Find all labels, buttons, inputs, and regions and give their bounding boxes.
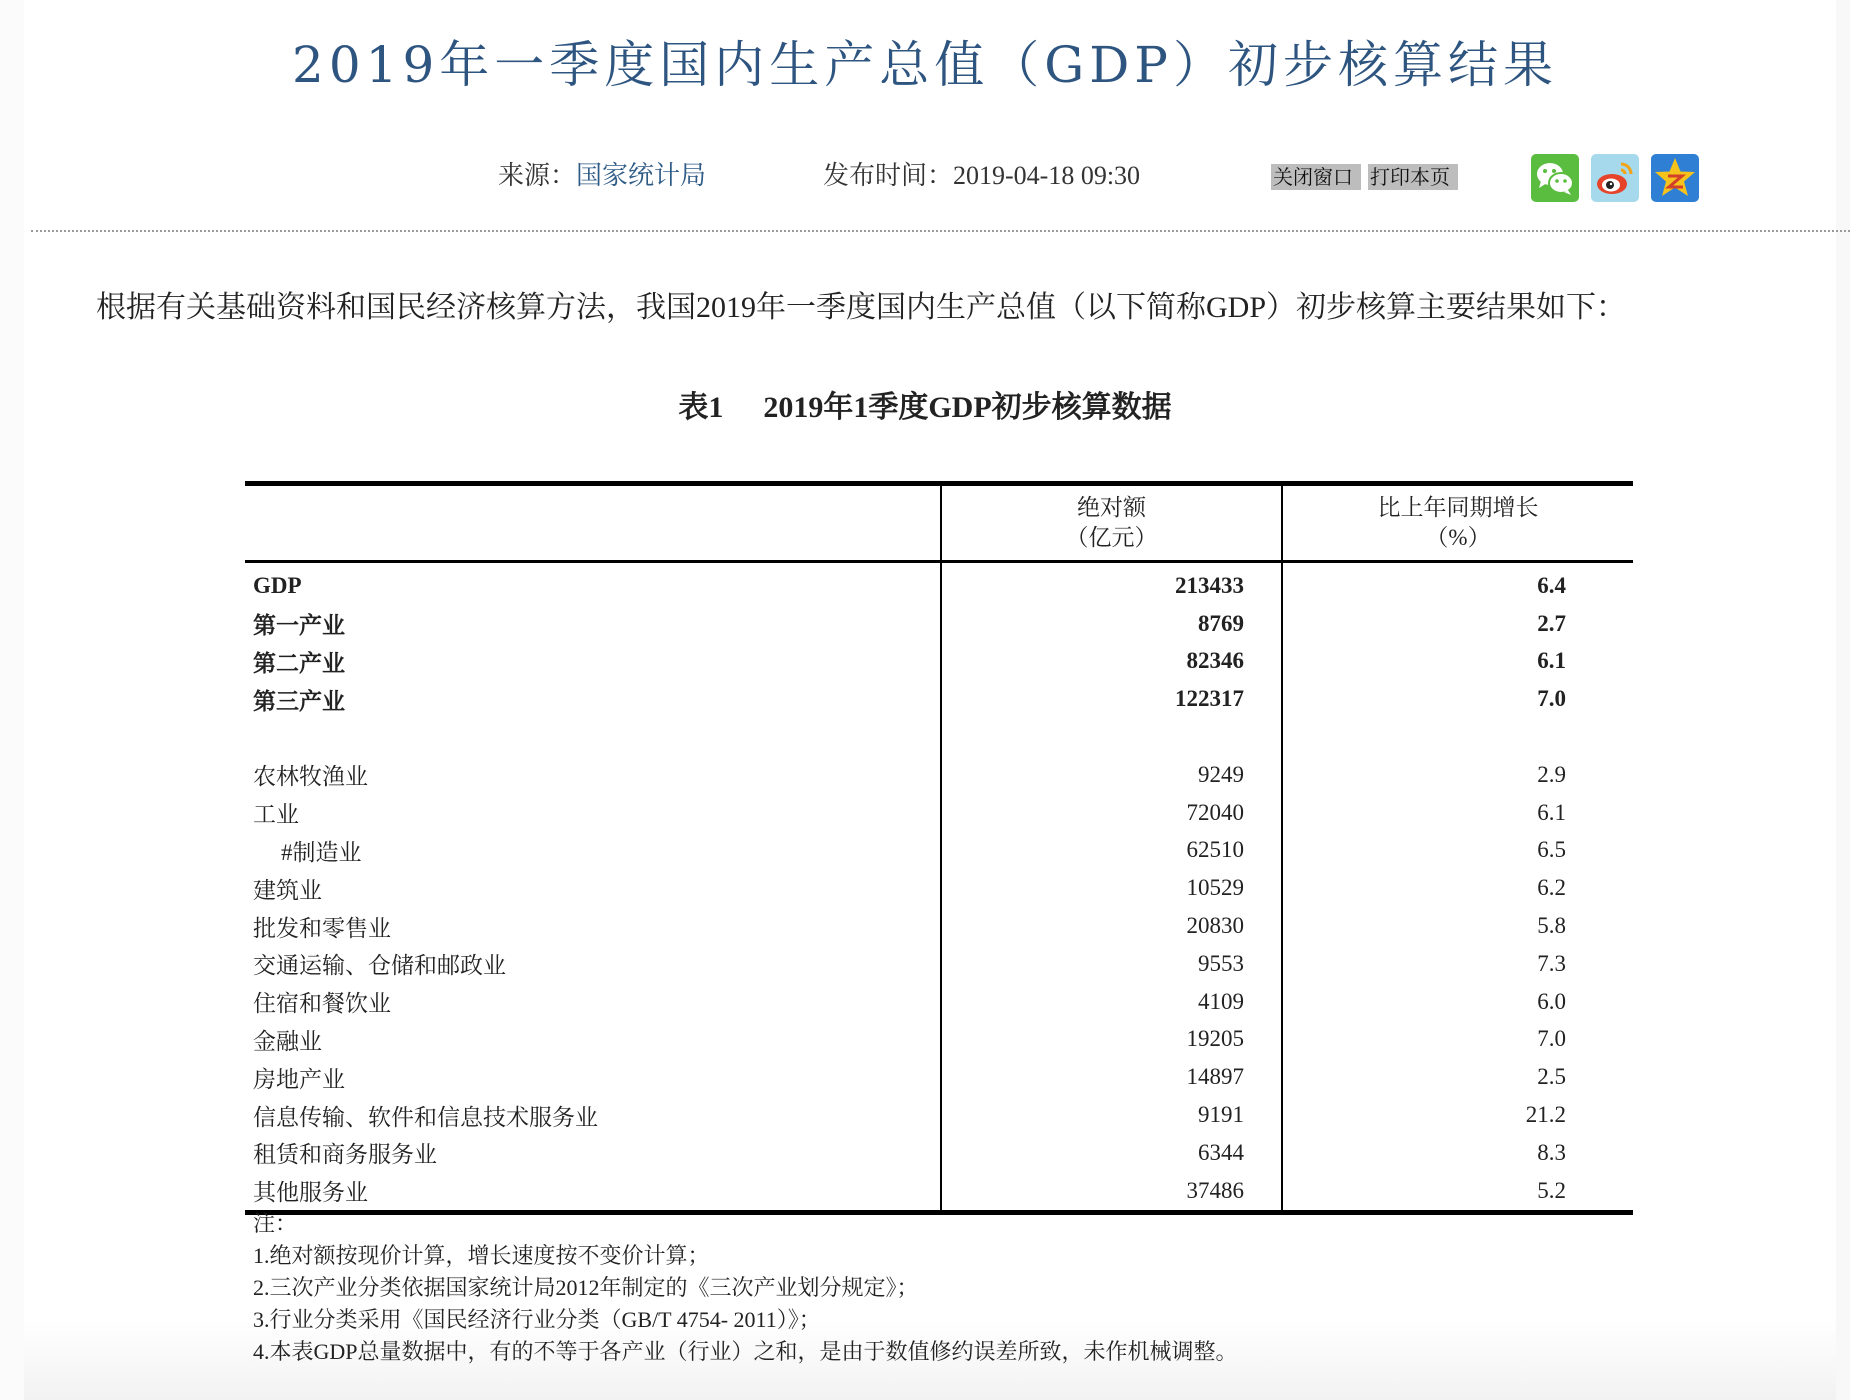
row-amount: 213433: [941, 562, 1282, 605]
row-growth: 2.5: [1282, 1058, 1633, 1096]
table-row-gdp: [245, 562, 1633, 605]
header-divider: [31, 230, 1850, 232]
row-growth: 6.4: [1282, 562, 1633, 605]
publish-time-value: 2019-04-18 09:30: [953, 161, 1141, 190]
note-item: 3.行业分类采用《国民经济行业分类（GB/T 4754- 2011）》；: [253, 1307, 821, 1332]
row-amount: 62510: [941, 832, 1282, 870]
table-title: 2019年1季度GDP初步核算数据: [763, 391, 1172, 424]
row-growth: 6.1: [1282, 794, 1633, 832]
row-label: GDP: [253, 572, 302, 598]
row-growth: 6.5: [1282, 832, 1633, 870]
row-amount: 19205: [941, 1021, 1282, 1059]
header-amount: [941, 484, 1282, 562]
header-growth: [1282, 484, 1633, 562]
source-info: [498, 156, 706, 196]
row-label: 建筑业: [253, 877, 322, 903]
source-link[interactable]: 国家统计局: [576, 161, 707, 190]
table-row: [245, 1134, 1633, 1172]
row-label: 金融业: [253, 1028, 322, 1054]
page-title: 2019年一季度国内生产总值（GDP）初步核算结果: [292, 36, 1558, 94]
row-label: 工业: [253, 802, 299, 828]
row-label: 第一产业: [253, 613, 345, 639]
row-growth: 21.2: [1282, 1096, 1633, 1134]
gdp-table: [245, 481, 1633, 1215]
row-growth: 5.8: [1282, 907, 1633, 945]
row-growth: 6.2: [1282, 869, 1633, 907]
table-row: [245, 1172, 1633, 1212]
row-amount: 37486: [941, 1172, 1282, 1212]
publish-time-label: 发布时间：: [823, 161, 954, 190]
intro-paragraph: 根据有关基础资料和国民经济核算方法，我国2019年一季度国内生产总值（以下简称GDP）初步核算主要结果如下：: [96, 291, 1627, 324]
notes-heading: 注：: [253, 1211, 298, 1236]
table-row: [245, 832, 1633, 870]
row-label: 信息传输、软件和信息技术服务业: [253, 1104, 598, 1130]
row-amount: 10529: [941, 869, 1282, 907]
row-growth: 5.2: [1282, 1172, 1633, 1212]
row-growth: 2.9: [1282, 756, 1633, 794]
row-amount: 6344: [941, 1134, 1282, 1172]
note-item: 1.绝对额按现价计算，增长速度按不变价计算；: [253, 1243, 710, 1268]
row-label: 交通运输、仓储和邮政业: [253, 953, 506, 979]
row-growth: 2.7: [1282, 605, 1633, 643]
table-row: [245, 945, 1633, 983]
weibo-icon[interactable]: [1591, 154, 1639, 202]
row-label: [245, 718, 941, 756]
row-growth: 7.0: [1282, 680, 1633, 718]
table-notes: [253, 1208, 1238, 1368]
row-growth: 6.1: [1282, 643, 1633, 681]
table-row: [245, 907, 1633, 945]
page-right-margin: [1836, 0, 1850, 1400]
page-left-margin: [0, 0, 24, 1400]
header-category: [245, 484, 941, 562]
table-row: [245, 794, 1633, 832]
table-number: 表1: [678, 391, 724, 424]
header-amount-unit: （亿元）: [1065, 525, 1158, 550]
table-row: [245, 605, 1633, 643]
row-label: 住宿和餐饮业: [253, 991, 391, 1017]
publish-time: [823, 156, 1140, 196]
row-growth: 8.3: [1282, 1134, 1633, 1172]
row-label: 第三产业: [253, 688, 345, 714]
row-label: #制造业: [281, 839, 362, 865]
header-growth-label: 比上年同期增长: [1377, 495, 1539, 520]
header-amount-label: 绝对额: [1077, 495, 1146, 520]
qzone-icon[interactable]: [1651, 154, 1699, 202]
table-row: [245, 643, 1633, 681]
row-amount: 20830: [941, 907, 1282, 945]
row-amount: [941, 718, 1282, 756]
row-amount: 72040: [941, 794, 1282, 832]
row-amount: 4109: [941, 983, 1282, 1021]
row-label: 房地产业: [253, 1066, 345, 1092]
row-growth: 7.3: [1282, 945, 1633, 983]
row-amount: 14897: [941, 1058, 1282, 1096]
row-growth: [1282, 718, 1633, 756]
row-amount: 9191: [941, 1096, 1282, 1134]
close-window-button[interactable]: 关闭窗口: [1271, 164, 1361, 190]
row-label: 第二产业: [253, 650, 345, 676]
table-row: [245, 869, 1633, 907]
source-label: 来源：: [498, 161, 577, 190]
table-row: [245, 680, 1633, 718]
table-row: [245, 1096, 1633, 1134]
row-amount: 82346: [941, 643, 1282, 681]
table-row: [245, 1021, 1633, 1059]
table-row: [245, 1058, 1633, 1096]
row-amount: 9553: [941, 945, 1282, 983]
print-page-button[interactable]: 打印本页: [1368, 164, 1458, 190]
table-header-row: [245, 484, 1633, 562]
wechat-icon[interactable]: [1531, 154, 1579, 202]
row-label: 农林牧渔业: [253, 764, 368, 790]
row-label: 其他服务业: [245, 1172, 941, 1212]
table-row: [245, 983, 1633, 1021]
row-amount: 122317: [941, 680, 1282, 718]
note-item: 4.本表GDP总量数据中，有的不等于各产业（行业）之和，是由于数值修约误差所致，未作机械调整。: [253, 1339, 1238, 1364]
row-growth: 7.0: [1282, 1021, 1633, 1059]
row-label: 租赁和商务服务业: [253, 1142, 437, 1168]
row-amount: 8769: [941, 605, 1282, 643]
header-growth-unit: （%）: [1425, 525, 1491, 550]
row-amount: 9249: [941, 756, 1282, 794]
table-caption: [0, 385, 1850, 431]
row-label: 批发和零售业: [253, 915, 391, 941]
note-item: 2.三次产业分类依据国家统计局2012年制定的《三次产业划分规定》；: [253, 1275, 919, 1300]
table-row-spacer: [245, 718, 1633, 756]
table-row: [245, 756, 1633, 794]
row-growth: 6.0: [1282, 983, 1633, 1021]
